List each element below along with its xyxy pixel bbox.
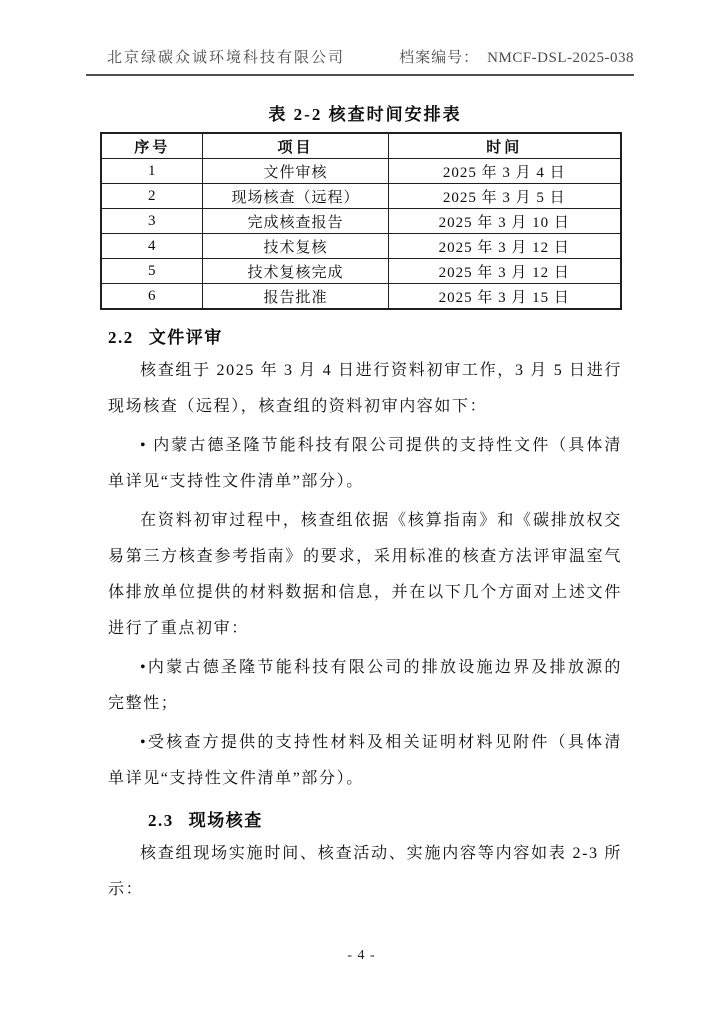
cell-time: 2025 年 3 月 4 日 bbox=[388, 159, 621, 184]
cell-index: 1 bbox=[101, 159, 203, 184]
table-row bbox=[101, 234, 621, 259]
header-company-name: 北京绿碳众诚环境科技有限公司 bbox=[107, 50, 346, 66]
cell-index: 2 bbox=[101, 184, 203, 209]
cell-time: 2025 年 3 月 5 日 bbox=[388, 184, 621, 209]
cell-time: 2025 年 3 月 12 日 bbox=[388, 259, 621, 284]
archive-value: NMCF-DSL-2025-038 bbox=[487, 50, 634, 66]
page-number: - 4 - bbox=[347, 948, 376, 963]
table-row bbox=[101, 284, 621, 310]
bullet-item: •受核查方提供的支持性材料及相关证明材料见附件（具体清单详见“支持性文件清单”部分）。 bbox=[108, 734, 622, 787]
paragraph: 在资料初审过程中，核查组依据《核算指南》和《碳排放权交易第三方核查参考指南》的要求，采用标准的核查方法评审温室气体排放单位提供的材料数据和信息，并在以下几个方面对上述文件进行了重点初审： bbox=[108, 512, 622, 637]
bullet-item: •内蒙古德圣隆节能科技有限公司的排放设施边界及排放源的完整性； bbox=[108, 659, 622, 712]
document-body bbox=[108, 100, 622, 911]
cell-index: 4 bbox=[101, 234, 203, 259]
archive-label: 档案编号： bbox=[399, 50, 480, 66]
section-title: 文件评审 bbox=[148, 328, 223, 347]
header-archive-number bbox=[399, 46, 634, 67]
cell-item: 完成核查报告 bbox=[203, 209, 388, 234]
cell-index: 5 bbox=[101, 259, 203, 284]
paragraph: 核查组于 2025 年 3 月 4 日进行资料初审工作，3 月 5 日进行现场核查（远程），核查组的资料初审内容如下： bbox=[108, 362, 622, 415]
table-row bbox=[101, 184, 621, 209]
cell-item: 技术复核完成 bbox=[203, 259, 388, 284]
paragraph: 核查组现场实施时间、核查活动、实施内容等内容如表 2-3 所示： bbox=[108, 845, 622, 898]
section-number: 2.3 bbox=[148, 811, 174, 830]
table-row bbox=[101, 259, 621, 284]
table-header-row bbox=[101, 133, 621, 159]
section-heading-2-3 bbox=[148, 806, 622, 831]
cell-time: 2025 年 3 月 12 日 bbox=[388, 234, 621, 259]
table-row bbox=[101, 159, 621, 184]
section-heading-2-2 bbox=[108, 323, 622, 348]
section-title: 现场核查 bbox=[188, 811, 263, 830]
cell-item: 文件审核 bbox=[203, 159, 388, 184]
page-header bbox=[86, 46, 634, 76]
cell-time: 2025 年 3 月 10 日 bbox=[388, 209, 621, 234]
col-header-time: 时间 bbox=[388, 133, 621, 159]
bullet-item: • 内蒙古德圣隆节能科技有限公司提供的支持性文件（具体清单详见“支持性文件清单”部分）。 bbox=[108, 437, 622, 490]
cell-item: 现场核查（远程） bbox=[203, 184, 388, 209]
cell-index: 3 bbox=[101, 209, 203, 234]
table-caption: 表 2-2 核查时间安排表 bbox=[268, 105, 462, 124]
col-header-item: 项目 bbox=[203, 133, 388, 159]
col-header-index: 序号 bbox=[101, 133, 203, 159]
schedule-table bbox=[100, 132, 622, 310]
cell-item: 技术复核 bbox=[203, 234, 388, 259]
section-number: 2.2 bbox=[108, 328, 134, 347]
cell-time: 2025 年 3 月 15 日 bbox=[388, 284, 621, 310]
table-row bbox=[101, 209, 621, 234]
cell-item: 报告批准 bbox=[203, 284, 388, 310]
cell-index: 6 bbox=[101, 284, 203, 310]
